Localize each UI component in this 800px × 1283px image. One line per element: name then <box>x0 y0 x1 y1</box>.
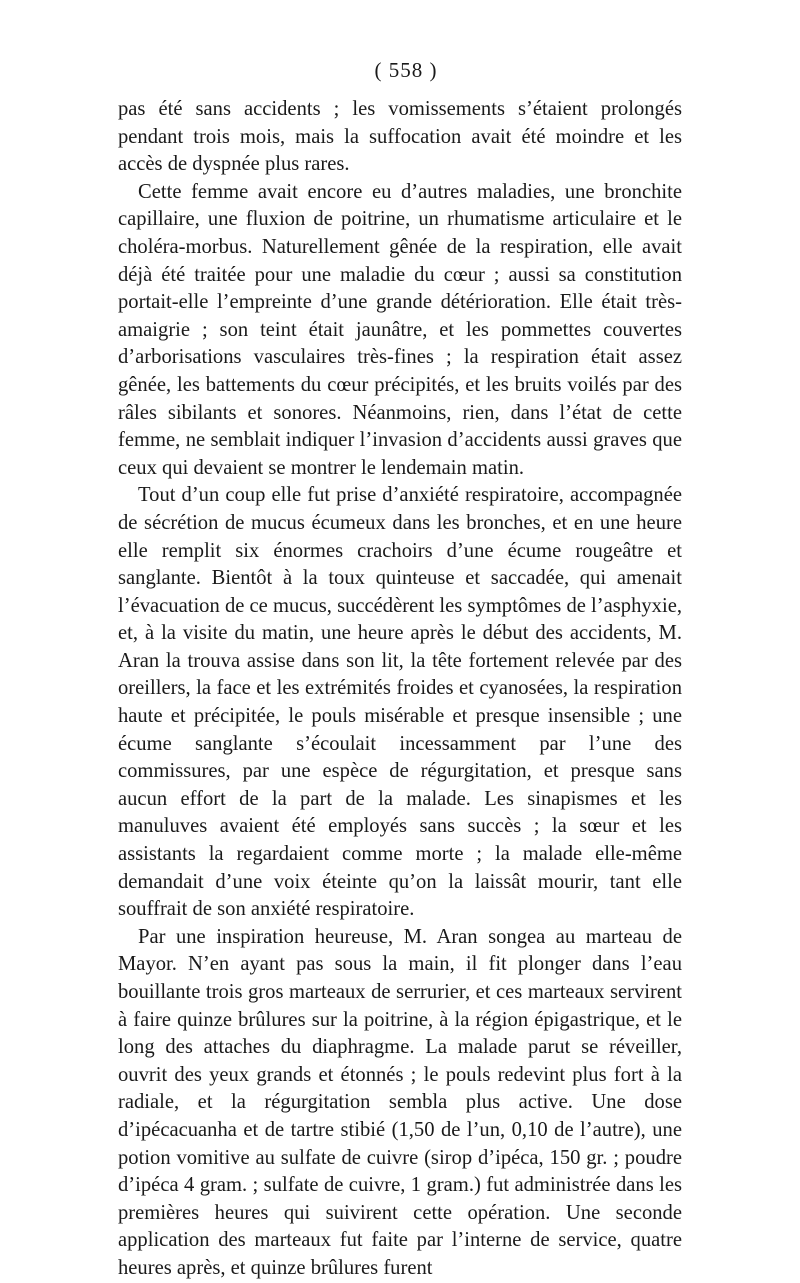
paragraph: Cette femme avait encore eu d’autres maladies, une bronchite capillaire, une fluxion de poitrine, un rhumatisme articulaire et le choléra-morbus. Naturellement gênée de la respiration, elle avait déjà été traitée pour une maladie du cœur ; aussi sa constitution portait-elle l’empreinte d’une grande détérioration. Elle était très-amaigrie ; son teint était jaunâtre, et les pommettes couvertes d’arborisations vasculaires très-fines ; la respiration était assez gênée, les battements du cœur précipités, et les bruits voilés par des râles sibilants et sonores. Néanmoins, rien, dans l’état de cette femme, ne semblait indiquer l’invasion d’accidents aussi graves que ceux qui devaient se montrer le lendemain matin. <box>118 180 682 479</box>
page-number: ( 558 ) <box>374 58 438 82</box>
paragraph-continuation: pas été sans accidents ; les vomissements s’étaient prolongés pendant trois mois, mais la suffocation avait été moindre et les accès de dyspnée plus rares. <box>118 98 682 176</box>
paragraph: Par une inspiration heureuse, M. Aran songea au marteau de Mayor. N’en ayant pas sous la main, il fit plonger dans l’eau bouillante trois gros marteaux de serrurier, et ces marteaux servirent à faire quinze brûlures sur la poitrine, à la région épigastrique, et le long des attaches du diaphragme. La malade parut se réveiller, ouvrit des yeux grands et étonnés ; le pouls redevint plus fort à la radiale, et la régurgitation sembla plus active. Une dose d’ipécacuanha et de tartre stibié (1,50 de l’un, 0,10 de l’autre), une potion vomitive au sulfate de cuivre (sirop d’ipéca, 150 gr. ; poudre d’ipéca 4 gram. ; sulfate de cuivre, 1 gram.) fut administrée dans les premières heures qui suivirent cette opération. Une seconde application des marteaux fut faite par l’interne de service, quatre heures après, et quinze brûlures furent <box>118 925 682 1279</box>
paragraph: Tout d’un coup elle fut prise d’anxiété respiratoire, accompagnée de sécrétion de mucus écumeux dans les bronches, et en une heure elle remplit six énormes crachoirs d’une écume rougeâtre et sanglante. Bientôt à la toux quinteuse et saccadée, qui amenait l’évacuation de ce mucus, succédèrent les symptômes de l’asphyxie, et, à la visite du matin, une heure après le début des accidents, M. Aran la trouva assise dans son lit, la tête fortement relevée par des oreillers, la face et les extrémités froides et cyanosées, la respiration haute et précipitée, le pouls misérable et presque insensible ; une écume sanglante s’écoulait incessamment par l’une des commissures, par une espèce de régurgitation, et presque sans aucun effort de la part de la malade. Les sinapismes et les manuluves avaient été employés sans succès ; la sœur et les assistants la regardaient comme morte ; la malade elle-même demandait d’une voix éteinte qu’on la laissât mourir, tant elle souffrait de son anxiété respiratoire. <box>118 484 682 921</box>
body-text <box>118 96 682 1283</box>
